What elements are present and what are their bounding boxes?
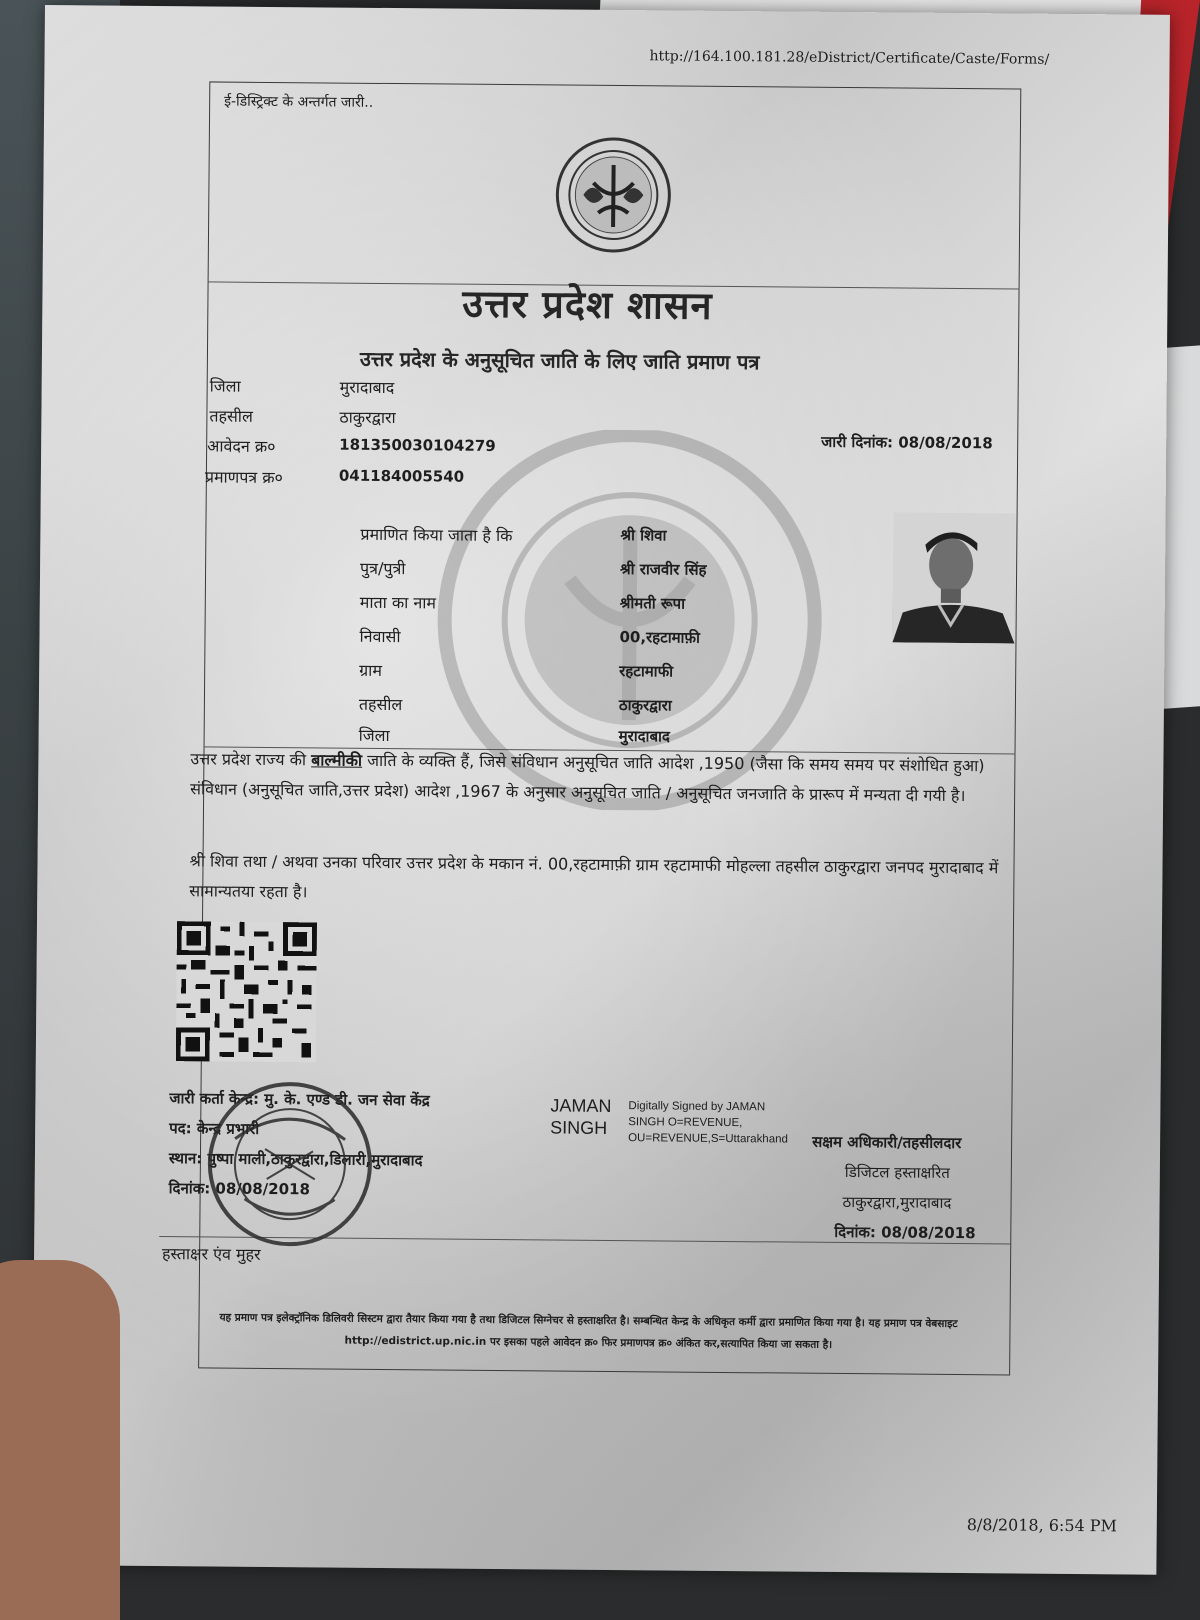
mother-name-value: श्रीमती रूपा xyxy=(619,594,686,613)
issuer-place: स्थान: पुष्पा माली,ठाकुरद्वारा,डिलारी,मुरादाबाद xyxy=(168,1149,423,1170)
official-round-seal xyxy=(204,1078,375,1249)
father-name-value: श्री राजवीर सिंह xyxy=(620,560,707,579)
issuer-post: पद: केन्द्र प्रभारी xyxy=(169,1119,260,1138)
verification-footnote: यह प्रमाण पत्र इलेक्ट्रॉनिक डिलिवरी सिस्टम द्वारा तैयार किया गया है तथा डिजिटल सिग्नेचर से हस्ताक्षरित है। सम्बन्धित केन्द्र के अधिकृत कर्मी द्वारा प्रमाणित किया गया है। यह प्रमाण पत्र वेबसाइट http://edistrict.up.nic.in पर इसका पहले आवेदन क्र० फिर प्रमाणपत्र क्र० अंकित कर,सत्यापित किया जा सकता है। xyxy=(219,1311,958,1351)
issue-date: जारी दिनांक: 08/08/2018 xyxy=(821,432,993,453)
caste-declaration-paragraph: उत्तर प्रदेश राज्य की बाल्मीकी जाति के व्यक्ति हैं, जिसे संविधान अनुसूचित जाति आदेश ,1950 (जैसा कि समय समय पर संशोधित हुआ) संविधान (अनुसूचित जाति,उत्तर प्रदेश) आदेश ,1967 के अनुसार अनुसूचित जाति / अनुसूचित जनजाति के प्रारूप में मन्यता दी गयी है। xyxy=(190,749,985,806)
tehsil-label: तहसील xyxy=(209,406,253,426)
person-district-value: मुरादाबाद xyxy=(618,727,670,746)
signature-seal-label: हस्ताक्षर एंव मुहर xyxy=(162,1244,261,1264)
digital-signature-details: Digitally Signed by JAMAN SINGH O=REVENUE, OU=REVENUE,S=Uttarakhand xyxy=(628,1100,788,1146)
digitally-signed-label: डिजिटल हस्ताक्षरित xyxy=(844,1163,950,1182)
authority-place: ठाकुरद्वारा,मुरादाबाद xyxy=(842,1193,952,1212)
issuer-date: दिनांक: 08/08/2018 xyxy=(168,1179,311,1199)
parent-label: पुत्र/पुत्री xyxy=(360,558,406,579)
competent-authority: सक्षम अधिकारी/तहसीलदार xyxy=(812,1132,962,1153)
qr-code xyxy=(176,921,317,1062)
certificate-number-label: प्रमाणपत्र क्र० xyxy=(204,467,283,488)
hand xyxy=(0,1260,120,1620)
print-url: http://164.100.181.28/eDistrict/Certificate/Caste/Forms/ xyxy=(649,48,1050,68)
village-value: रहटामाफी xyxy=(619,662,674,681)
issued-under-text: ई-डिस्ट्रिक्ट के अन्तर्गत जारी.. xyxy=(224,93,374,111)
person-district-label: जिला xyxy=(358,725,390,746)
person-tehsil-label: तहसील xyxy=(358,694,403,715)
person-tehsil-value: ठाकुरद्वारा xyxy=(618,696,672,715)
certificate-sheet xyxy=(31,5,1170,1575)
resident-value: 00,रहटामाफ़ी xyxy=(619,628,701,647)
district-value: मुरादाबाद xyxy=(339,377,395,398)
district-label: जिला xyxy=(209,376,241,396)
digital-signer-name: JAMAN SINGH xyxy=(550,1095,612,1138)
issuer-center: जारी कर्ता केन्द्र: मु. के. एण्ड डी. जन सेवा केंद्र xyxy=(169,1089,430,1110)
caste-name: बाल्मीकी xyxy=(311,750,363,770)
resident-label: निवासी xyxy=(359,626,401,647)
application-number-value: 181350030104279 xyxy=(339,435,496,455)
application-number-label: आवेदन क्र० xyxy=(207,436,276,457)
up-government-emblem xyxy=(553,134,674,255)
certificate-subtitle: उत्तर प्रदेश के अनुसूचित जाति के लिए जाति प्रमाण पत्र xyxy=(359,346,760,375)
certify-label: प्रमाणित किया जाता है कि xyxy=(360,524,513,546)
mother-name-label: माता का नाम xyxy=(359,592,437,613)
tehsil-value: ठाकुरद्वारा xyxy=(339,407,396,428)
page-title: उत्तर प्रदेश शासन xyxy=(462,281,713,328)
authority-date: दिनांक: 08/08/2018 xyxy=(834,1222,976,1243)
certificate-number-value: 041184005540 xyxy=(338,466,465,486)
print-timestamp: 8/8/2018, 6:54 PM xyxy=(966,1515,1118,1536)
residence-paragraph: श्री शिवा तथा / अथवा उनका परिवार उत्तर प्रदेश के मकान नं. 00,रहटामाफ़ी ग्राम रहटामाफी मोहल्ला तहसील ठाकुरद्वारा जनपद मुरादाबाद में सामान्यतया रहता है। xyxy=(189,851,999,902)
name-value: श्री शिवा xyxy=(620,526,667,545)
village-label: ग्राम xyxy=(359,660,383,680)
applicant-photo xyxy=(892,512,1015,643)
